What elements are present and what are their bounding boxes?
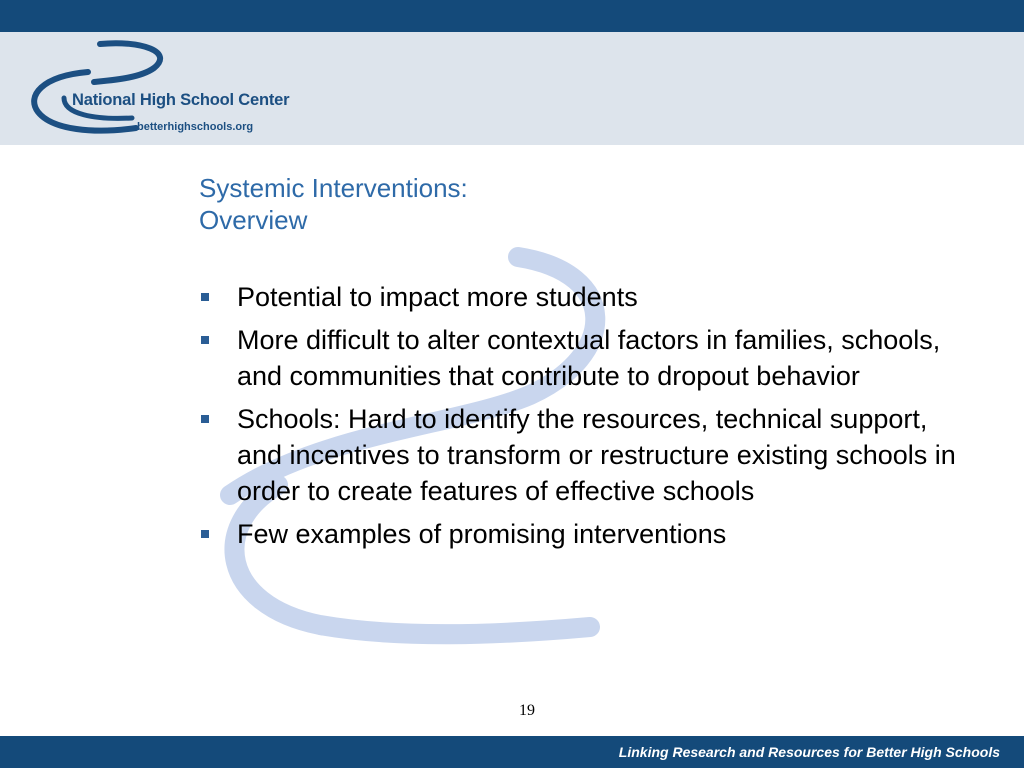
page-number: 19: [519, 702, 535, 719]
bullet-text: Few examples of promising interventions: [237, 519, 727, 549]
title-line-2: Overview: [199, 205, 308, 235]
logo-url: betterhighschools.org: [137, 121, 254, 133]
bullet-text: Schools: Hard to identify the resources, technical support, and incentives to transform or restructure existing schools in order to create features of effective schools: [237, 404, 956, 506]
footer-tagline: Linking Research and Resources for Better High Schools: [618, 744, 1000, 760]
bullet-text: More difficult to alter contextual factors in families, schools, and communities that contribute to dropout behavior: [237, 325, 941, 391]
bullet-list: [199, 279, 959, 559]
logo-name: National High School Center: [72, 91, 290, 109]
slide-title: [199, 172, 468, 236]
bullet-text: Potential to impact more students: [237, 282, 638, 312]
bullet-square-icon: [201, 530, 209, 538]
bullet-item: [199, 401, 959, 509]
bullet-item: [199, 322, 959, 394]
bullet-item: [199, 516, 959, 552]
bullet-square-icon: [201, 415, 209, 423]
bullet-item: [199, 279, 959, 315]
title-line-1: Systemic Interventions:: [199, 173, 468, 203]
bullet-square-icon: [201, 336, 209, 344]
top-bar: [0, 0, 1024, 32]
bullet-square-icon: [201, 293, 209, 301]
